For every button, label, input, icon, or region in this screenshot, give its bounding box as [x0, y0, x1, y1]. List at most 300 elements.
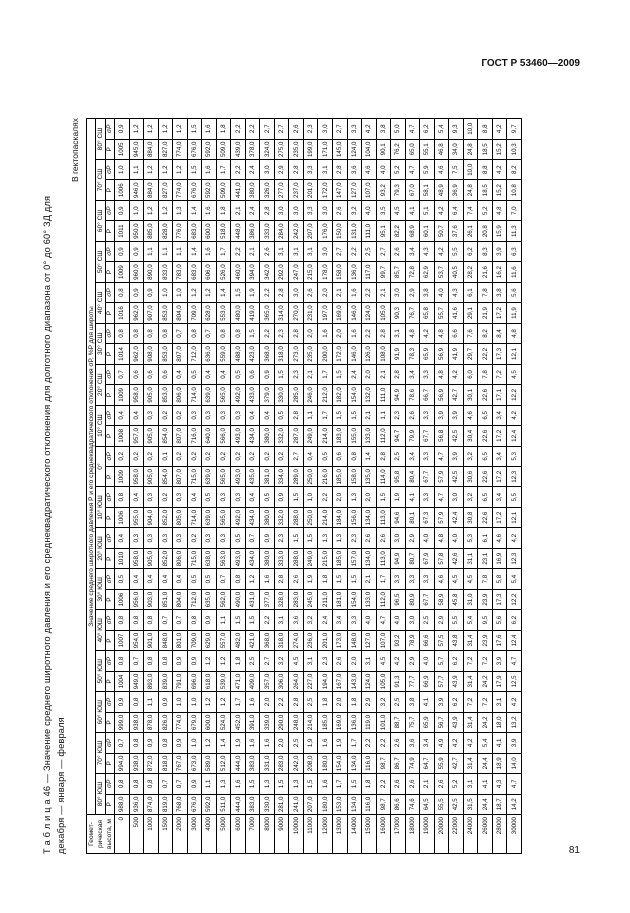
sigma-cell: 2,0	[318, 282, 333, 302]
sigma-cell: 2,2	[274, 692, 289, 712]
latitude-header: 30° ЮШ	[96, 569, 105, 610]
pressure-cell: 67,7	[420, 426, 435, 446]
pressure-cell: 592,0	[202, 180, 217, 200]
pressure-cell: 104,0	[362, 139, 377, 159]
sigma-cell: 2,8	[289, 323, 304, 343]
pressure-subheader: P	[105, 794, 114, 814]
sigma-cell: 2,6	[260, 241, 275, 261]
sigma-cell: 0,3	[173, 487, 188, 507]
pressure-cell: 492,0	[231, 385, 246, 405]
pressure-cell: 936,0	[129, 794, 144, 814]
pressure-cell: 201,0	[318, 630, 333, 650]
sigma-cell: 4,7	[434, 487, 449, 507]
height-cell: 1500	[158, 815, 173, 854]
pressure-cell: 1009	[115, 262, 130, 282]
pressure-cell: 1004	[115, 671, 130, 691]
height-cell: 0	[115, 815, 130, 854]
pressure-cell: 805,0	[173, 507, 188, 527]
pressure-cell: 208,0	[303, 753, 318, 773]
sigma-cell: 5,5	[449, 610, 464, 630]
sigma-cell: 4,2	[492, 160, 507, 180]
pressure-cell: 37,6	[449, 221, 464, 241]
pressure-cell: 640,0	[202, 426, 217, 446]
pressure-cell: 908,0	[144, 344, 159, 364]
pressure-cell: 357,0	[260, 671, 275, 691]
pressure-cell: 53,7	[434, 262, 449, 282]
sigma-cell: 1,2	[187, 282, 202, 302]
sigma-cell: 3,3	[303, 160, 318, 180]
pressure-cell: 124,0	[362, 303, 377, 323]
sigma-cell: 4,8	[492, 200, 507, 220]
sigma-cell: 2,1	[231, 200, 246, 220]
sigma-cell: 1,6	[245, 733, 260, 753]
sigma-cell: 4,5	[463, 569, 478, 589]
latitude-header: 50° СШ	[96, 241, 105, 282]
pressure-cell: 281,0	[274, 794, 289, 814]
sigma-cell: 0,7	[158, 610, 173, 630]
pressure-cell: 854,0	[158, 426, 173, 446]
height-cell: 5000	[216, 815, 231, 854]
pressure-cell: 326,0	[260, 180, 275, 200]
pressure-cell: 72,8	[405, 262, 420, 282]
sigma-cell: 0,8	[144, 651, 159, 671]
sigma-cell: 4,7	[376, 610, 391, 630]
pressure-cell: 248,0	[289, 712, 304, 732]
pressure-cell: 30,1	[463, 385, 478, 405]
pressure-cell: 182,0	[332, 385, 347, 405]
sigma-cell: 3,2	[274, 651, 289, 671]
pressure-cell: 15,2	[492, 139, 507, 159]
sigma-cell: 4,2	[507, 528, 522, 548]
sigma-cell: 3,3	[420, 446, 435, 466]
sigma-cell: 1,4	[362, 446, 377, 466]
pressure-cell: 949,0	[129, 671, 144, 691]
sigma-cell: 2,6	[434, 774, 449, 794]
sigma-cell: 2,4	[245, 160, 260, 180]
pressure-cell: 85,7	[391, 262, 406, 282]
pressure-cell: 18,5	[478, 180, 493, 200]
pressure-subheader: P	[105, 385, 114, 405]
pressure-cell: 57,5	[434, 630, 449, 650]
sigma-cell: 2,3	[318, 651, 333, 671]
sigma-cell: 2,6	[303, 282, 318, 302]
pressure-cell: 183,0	[332, 426, 347, 446]
pressure-cell: 131,0	[347, 221, 362, 241]
pressure-cell: 60,1	[420, 221, 435, 241]
sigma-cell: 2,0	[260, 692, 275, 712]
pressure-cell: 277,0	[274, 180, 289, 200]
pressure-cell: 197,0	[318, 303, 333, 323]
sigma-cell: 1,1	[216, 610, 231, 630]
sigma-cell: 2,6	[376, 528, 391, 548]
pressure-cell: 158,0	[332, 262, 347, 282]
pressure-cell: 957,0	[129, 426, 144, 446]
pressure-cell: 31,5	[463, 794, 478, 814]
pressure-cell: 17,1	[492, 385, 507, 405]
sigma-cell: 0,4	[245, 405, 260, 425]
pressure-cell: 82,2	[391, 221, 406, 241]
sigma-cell: 1,2	[144, 200, 159, 220]
pressure-cell: 1014	[115, 344, 130, 364]
sigma-cell: 4,9	[434, 733, 449, 753]
sigma-cell: 1,5	[231, 282, 246, 302]
sigma-cell: 1,5	[274, 774, 289, 794]
pressure-cell: 16,2	[492, 262, 507, 282]
sigma-cell: 0,7	[129, 651, 144, 671]
sigma-cell: 0,8	[129, 733, 144, 753]
pressure-cell: 1006	[115, 507, 130, 527]
pressure-cell: 105,0	[376, 671, 391, 691]
sigma-cell: 1,6	[318, 323, 333, 343]
pressure-cell: 171,0	[318, 139, 333, 159]
sigma-cell: 2,3	[347, 528, 362, 548]
table-row	[129, 119, 144, 854]
pressure-cell: 318,0	[274, 630, 289, 650]
pressure-cell: 12,1	[507, 344, 522, 364]
sigma-cell: 3,6	[405, 733, 420, 753]
pressure-cell: 113,0	[376, 507, 391, 527]
pressure-cell: 433,0	[245, 385, 260, 405]
pressure-cell: 378,0	[245, 139, 260, 159]
table-row	[144, 119, 159, 854]
pressure-cell: 18,9	[492, 753, 507, 773]
pressure-cell: 215,0	[303, 262, 318, 282]
sigma-cell: 3,8	[405, 692, 420, 712]
sigma-cell: 3,6	[347, 160, 362, 180]
height-cell: 30000	[507, 815, 522, 854]
sigma-cell: 0,4	[260, 405, 275, 425]
pressure-cell: 460,0	[231, 262, 246, 282]
pressure-cell: 249,0	[303, 548, 318, 568]
pressure-cell: 452,0	[231, 712, 246, 732]
sigma-cell: 2,2	[231, 119, 246, 140]
sigma-cell: 4,5	[391, 200, 406, 220]
sigma-cell: 0,9	[260, 528, 275, 548]
latitude-header: 40° ЮШ	[96, 610, 105, 651]
sigma-cell: 4,5	[507, 364, 522, 384]
pressure-cell: 116,0	[362, 794, 377, 814]
pressure-cell: 1006	[115, 180, 130, 200]
sigma-cell: 1,7	[347, 733, 362, 753]
pressure-cell: 518,0	[216, 221, 231, 241]
pressure-cell: 31,4	[463, 671, 478, 691]
pressure-cell: 245,0	[303, 589, 318, 609]
sigma-cell: 1,9	[245, 282, 260, 302]
pressure-cell: 492,0	[231, 507, 246, 527]
sigma-cell: 5,6	[507, 282, 522, 302]
sigma-cell: 1,2	[158, 160, 173, 180]
sigma-cell: 1,8	[362, 774, 377, 794]
sigma-cell: 3,1	[362, 651, 377, 671]
pressure-cell: 683,0	[187, 221, 202, 241]
pressure-cell: 716,0	[187, 426, 202, 446]
table-row	[274, 119, 289, 854]
sigma-subheader: σP	[105, 405, 114, 425]
pressure-cell: 167,0	[332, 671, 347, 691]
latitude-header: 60° СШ	[96, 200, 105, 241]
sigma-cell: 0,9	[260, 364, 275, 384]
pressure-cell: 709,0	[187, 630, 202, 650]
sigma-cell: 0,4	[115, 405, 130, 425]
sigma-cell: 1,5	[187, 160, 202, 180]
sigma-cell: 2,9	[434, 610, 449, 630]
caption-line-2: декабря — января — февраля	[56, 717, 66, 854]
pressure-cell: 96,5	[391, 589, 406, 609]
sigma-cell: 1,2	[216, 692, 231, 712]
pressure-cell: 381,0	[260, 467, 275, 487]
pressure-cell: 185,0	[318, 712, 333, 732]
sigma-cell: 2,5	[362, 241, 377, 261]
sigma-cell: 7,2	[478, 692, 493, 712]
sigma-cell: 3,0	[391, 528, 406, 548]
pressure-cell: 76,2	[391, 139, 406, 159]
sigma-cell: 3,0	[289, 282, 304, 302]
pressure-cell: 288,0	[289, 507, 304, 527]
pressure-cell: 314,0	[274, 303, 289, 323]
pressure-cell: 90,1	[376, 139, 391, 159]
sigma-cell: 1,0	[158, 282, 173, 302]
sigma-cell: 3,1	[274, 241, 289, 261]
sigma-cell: 5,2	[478, 200, 493, 220]
sigma-cell: 2,8	[260, 200, 275, 220]
pressure-cell: 635,0	[202, 589, 217, 609]
sigma-cell: 0,9	[187, 774, 202, 794]
sigma-cell: 1,5	[332, 364, 347, 384]
pressure-cell: 45,8	[449, 589, 464, 609]
sigma-cell: 2,0	[274, 733, 289, 753]
pressure-cell: 439,0	[231, 139, 246, 159]
pressure-cell: 66,7	[420, 385, 435, 405]
pressure-cell: 42,7	[449, 753, 464, 773]
sigma-cell: 7,6	[463, 323, 478, 343]
sigma-subheader: σP	[105, 651, 114, 671]
sigma-cell: 1,4	[216, 282, 231, 302]
pressure-cell: 156,0	[347, 507, 362, 527]
pressure-cell: 509,0	[216, 139, 231, 159]
sigma-cell: 6,1	[463, 282, 478, 302]
sigma-cell: 0,3	[231, 405, 246, 425]
sigma-cell: 1,3	[173, 200, 188, 220]
sigma-cell: 5,4	[434, 119, 449, 140]
sigma-cell: 0,7	[173, 323, 188, 343]
table-row	[245, 119, 260, 854]
sigma-cell: 1,6	[202, 241, 217, 261]
pressure-cell: 42,5	[449, 467, 464, 487]
sigma-cell: 4,8	[405, 323, 420, 343]
pressure-cell: 108,0	[376, 344, 391, 364]
table-row	[347, 119, 362, 854]
pressure-cell: 56,7	[434, 712, 449, 732]
sigma-cell: 1,9	[332, 733, 347, 753]
sigma-cell: 5,6	[492, 610, 507, 630]
sigma-cell: 2,2	[245, 119, 260, 140]
sigma-cell: 2,7	[332, 119, 347, 140]
sigma-cell: 4,5	[449, 569, 464, 589]
height-cell: 2000	[173, 815, 188, 854]
pressure-cell: 67,0	[405, 180, 420, 200]
sigma-cell: 1,2	[202, 733, 217, 753]
pressure-cell: 57,9	[434, 507, 449, 527]
latitude-header: 40° СШ	[96, 282, 105, 323]
pressure-cell: 111,0	[362, 221, 377, 241]
sigma-cell: 7,4	[463, 200, 478, 220]
pressure-cell: 874,0	[144, 794, 159, 814]
pressure-cell: 17,3	[492, 344, 507, 364]
pressure-cell: 184,0	[332, 507, 347, 527]
sigma-cell: 0,2	[187, 446, 202, 466]
pressure-cell: 907,0	[144, 303, 159, 323]
pressure-cell: 905,0	[144, 467, 159, 487]
sigma-cell: 0,8	[115, 487, 130, 507]
sigma-cell: 2,7	[260, 651, 275, 671]
sigma-cell: 0,2	[129, 446, 144, 466]
sigma-cell: 0,9	[115, 692, 130, 712]
height-cell: 8000	[260, 815, 275, 854]
pressure-cell: 169,0	[332, 712, 347, 732]
latitude-header: 10° СШ	[96, 405, 105, 446]
pressure-cell: 715,0	[187, 467, 202, 487]
sigma-cell: 2,2	[362, 282, 377, 302]
pressure-cell: 212,0	[318, 385, 333, 405]
pressure-cell: 444,0	[231, 794, 246, 814]
pressure-cell: 557,0	[216, 630, 231, 650]
pressure-cell: 884,0	[144, 139, 159, 159]
pressure-cell: 854,0	[158, 467, 173, 487]
pressure-cell: 30,6	[463, 467, 478, 487]
sigma-cell: 1,5	[376, 487, 391, 507]
pressure-cell: 12,3	[507, 548, 522, 568]
sigma-cell: 0,4	[245, 487, 260, 507]
pressure-cell: 172,0	[318, 180, 333, 200]
pressure-cell: 23,1	[478, 548, 493, 568]
sigma-cell: 7,8	[478, 282, 493, 302]
pressure-cell: 1009	[115, 467, 130, 487]
pressure-cell: 1006	[115, 589, 130, 609]
sigma-cell: 2,2	[231, 160, 246, 180]
pressure-cell: 774,0	[173, 139, 188, 159]
pressure-cell: 150,0	[332, 221, 347, 241]
pressure-cell: 962,0	[129, 344, 144, 364]
sigma-cell: 4,8	[434, 364, 449, 384]
pressure-cell: 78,3	[405, 344, 420, 364]
sigma-cell: 0,8	[115, 323, 130, 343]
pressure-cell: 237,0	[289, 180, 304, 200]
sigma-cell: 1,0	[173, 282, 188, 302]
sigma-cell: 1,1	[202, 774, 217, 794]
pressure-cell: 339,0	[260, 712, 275, 732]
pressure-cell: 712,0	[187, 344, 202, 364]
sigma-cell: 1,2	[173, 119, 188, 140]
pressure-cell: 55,5	[434, 794, 449, 814]
pressure-cell: 79,9	[405, 426, 420, 446]
sigma-cell: 7,2	[478, 651, 493, 671]
sigma-cell: 5,2	[449, 774, 464, 794]
pressure-cell: 181,0	[332, 589, 347, 609]
sigma-subheader: σP	[105, 323, 114, 343]
rotated-table-block	[40, 118, 518, 854]
pressure-cell: 214,0	[303, 712, 318, 732]
pressure-cell: 17,2	[492, 507, 507, 527]
pressure-cell: 86,7	[391, 753, 406, 773]
pressure-cell: 20,8	[478, 221, 493, 241]
sigma-cell: 4,0	[362, 200, 377, 220]
pressure-cell: 94,6	[391, 507, 406, 527]
sigma-cell: 7,2	[463, 651, 478, 671]
pressure-cell: 18,7	[492, 794, 507, 814]
pressure-cell: 145,0	[332, 139, 347, 159]
sigma-cell: 0,8	[129, 610, 144, 630]
sigma-cell: 4,6	[362, 160, 377, 180]
pressure-cell: 804,0	[173, 589, 188, 609]
sigma-cell: 5,1	[420, 200, 435, 220]
pressure-cell: 41,9	[449, 344, 464, 364]
sigma-cell: 0,9	[129, 282, 144, 302]
sigma-cell: 0,4	[115, 528, 130, 548]
pressure-cell: 956,0	[129, 589, 144, 609]
sigma-cell: 1,7	[318, 405, 333, 425]
sigma-cell: 1,1	[173, 241, 188, 261]
height-cell: 19000	[420, 815, 435, 854]
group-header: Значение среднего широтного давления P и его среднеквадратического отклонения σP, %P для широты	[87, 119, 96, 815]
sigma-cell: 2,2	[362, 323, 377, 343]
sigma-cell: 0,2	[173, 446, 188, 466]
pressure-subheader: P	[105, 262, 114, 282]
sigma-cell: 8,3	[478, 241, 493, 261]
pressure-cell: 885,0	[144, 221, 159, 241]
pressure-subheader: P	[105, 548, 114, 568]
sigma-cell: 0,2	[144, 446, 159, 466]
pressure-cell: 24,8	[463, 139, 478, 159]
sigma-cell: 1,2	[158, 119, 173, 140]
sigma-cell: 5,5	[449, 241, 464, 261]
pressure-cell: 471,0	[231, 671, 246, 691]
sigma-cell: 0,3	[158, 528, 173, 548]
sigma-cell: 2,2	[260, 323, 275, 343]
pressure-cell: 236,0	[303, 630, 318, 650]
sigma-cell: 0,3	[129, 528, 144, 548]
pressure-subheader: P	[105, 180, 114, 200]
pressure-cell: 334,0	[274, 467, 289, 487]
sigma-cell: 2,6	[391, 774, 406, 794]
sigma-cell: 3,1	[391, 323, 406, 343]
pressure-cell: 207,0	[303, 794, 318, 814]
pressure-cell: 22,6	[478, 467, 493, 487]
sigma-cell: 1,3	[289, 774, 304, 794]
sigma-cell: 0,6	[129, 364, 144, 384]
height-cell: 11000	[303, 815, 318, 854]
sigma-cell: 3,1	[318, 160, 333, 180]
pressure-cell: 827,0	[158, 139, 173, 159]
sigma-cell: 2,6	[405, 774, 420, 794]
pressure-cell: 214,0	[318, 426, 333, 446]
pressure-cell: 250,0	[303, 467, 318, 487]
sigma-subheader: σP	[105, 610, 114, 630]
pressure-cell: 386,0	[245, 221, 260, 241]
sigma-cell: 5,7	[434, 651, 449, 671]
sigma-cell: 0,8	[129, 692, 144, 712]
pressure-cell: 365,0	[260, 303, 275, 323]
pressure-cell: 333,0	[260, 221, 275, 241]
sigma-cell: 0,5	[318, 446, 333, 466]
pressure-cell: 154,0	[332, 753, 347, 773]
table-row	[362, 119, 377, 854]
pressure-subheader: P	[105, 507, 114, 527]
pressure-cell: 383,0	[245, 794, 260, 814]
pressure-cell: 562,0	[216, 589, 231, 609]
sigma-cell: 6,4	[449, 200, 464, 220]
sigma-cell: 4,2	[449, 364, 464, 384]
pressure-subheader: P	[105, 344, 114, 364]
